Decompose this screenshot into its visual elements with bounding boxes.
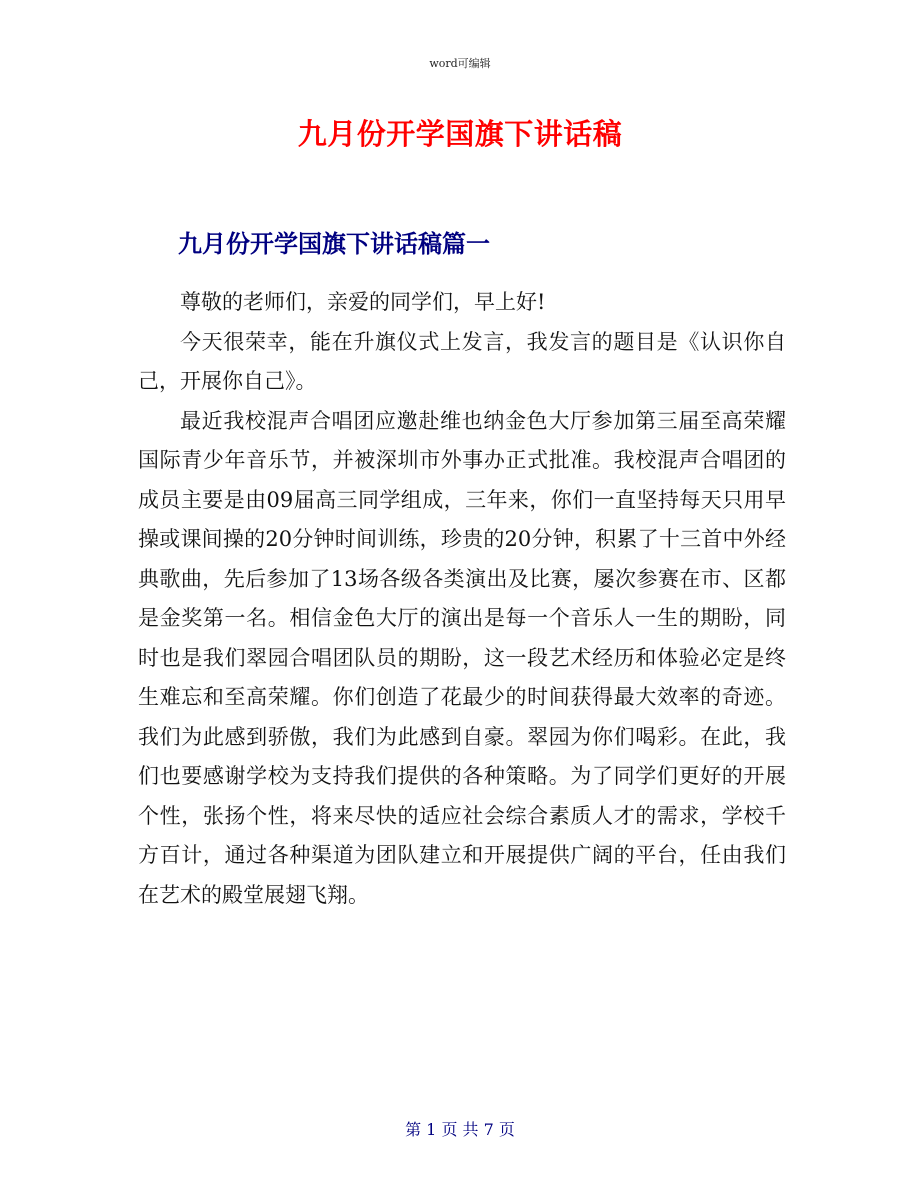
page-number-footer: 第 1 页 共 7 页	[405, 1120, 515, 1139]
document-body	[138, 283, 786, 915]
paragraph-choir: 最近我校混声合唱团应邀赴维也纳金色大厅参加第三届至高荣耀国际青少年音乐节，并被深圳市外事办正式批准。我校混声合唱团的成员主要是由09届高三同学组成，三年来，你们一直坚持每天只用早操或课间操的20分钟时间训练，珍贵的20分钟，积累了十三首中外经典歌曲，先后参加了13场各级各类演出及比赛，屡次参赛在市、区都是金奖第一名。相信金色大厅的演出是每一个音乐人一生的期盼，同时也是我们翠园合唱团队员的期盼，这一段艺术经历和体验必定是终生难忘和至高荣耀。你们创造了花最少的时间获得最大效率的奇迹。我们为此感到骄傲，我们为此感到自豪。翠园为你们喝彩。在此，我们也要感谢学校为支持我们提供的各种策略。为了同学们更好的开展个性，张扬个性，将来尽快的适应社会综合素质人才的需求，学校千方百计，通过各种渠道为团队建立和开展提供广阔的平台，任由我们在艺术的殿堂展翅飞翔。	[138, 408, 786, 907]
document-title: 九月份开学国旗下讲话稿	[297, 117, 623, 151]
header-note: word可编辑	[429, 57, 491, 70]
section-heading: 九月份开学国旗下讲话稿篇一	[178, 230, 490, 258]
paragraph-greeting: 尊敬的老师们，亲爱的同学们，早上好!	[180, 290, 546, 314]
paragraph-topic: 今天很荣幸，能在升旗仪式上发言，我发言的题目是《认识你自己，开展你自己》。	[138, 329, 786, 393]
